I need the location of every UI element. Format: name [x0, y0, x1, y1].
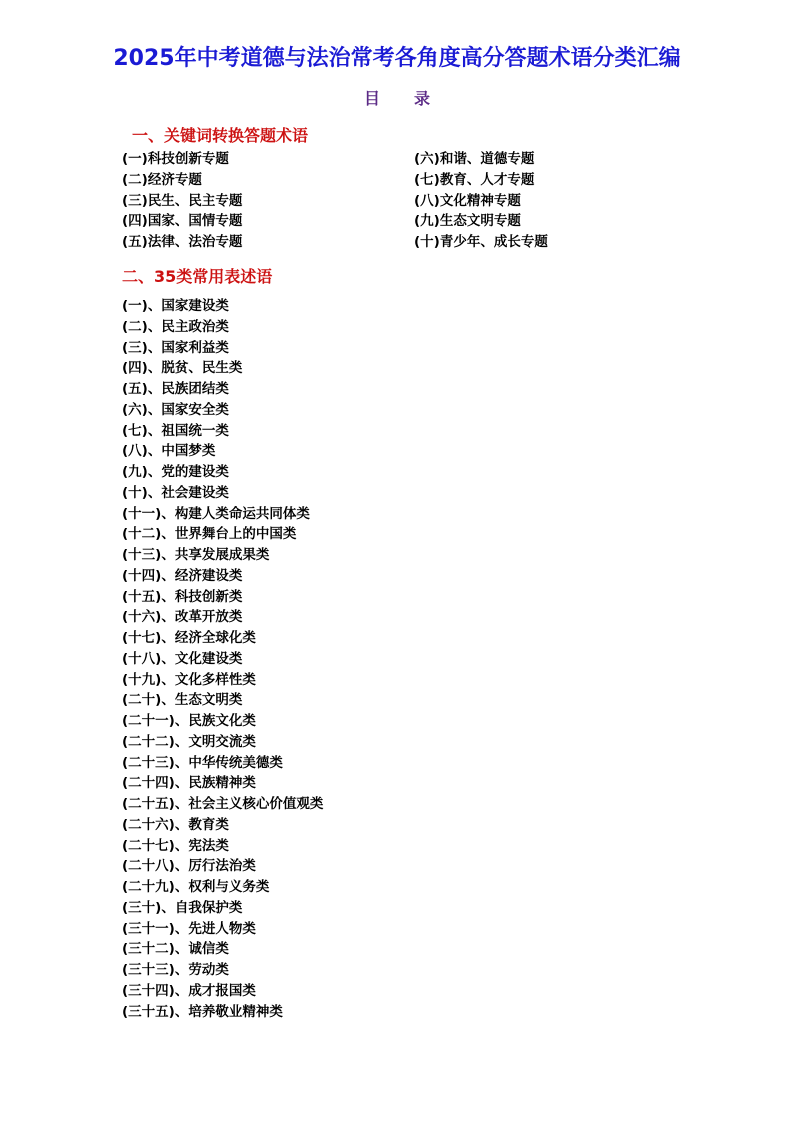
list-item: (三十五)、培养敬业精神类 [122, 1003, 283, 1020]
list-item: (二)、民主政治类 [122, 318, 229, 335]
list-item: (三十一)、先进人物类 [122, 920, 256, 937]
section-2-title: 二、35类常用表述语 [122, 267, 273, 286]
section-1-left-list [122, 149, 242, 253]
list-item: (二十六)、教育类 [122, 816, 229, 833]
list-item: (二十三)、中华传统美德类 [122, 754, 283, 771]
list-item: (二十七)、宪法类 [122, 837, 229, 854]
list-item: (十一)、构建人类命运共同体类 [122, 505, 310, 522]
list-item: (三)民生、民主专题 [122, 192, 243, 209]
list-item: (一)、国家建设类 [122, 298, 229, 314]
document-title: 2025年中考道德与法治常考各角度高分答题术语分类汇编 [113, 46, 681, 71]
toc-heading-char-1: 目 [363, 89, 380, 108]
section-1-title: 一、关键词转换答题术语 [132, 126, 309, 145]
list-item: (六)、国家安全类 [122, 401, 229, 418]
list-item: (八)文化精神专题 [414, 192, 521, 209]
list-item: (四)国家、国情专题 [122, 213, 243, 230]
list-item: (七)、祖国统一类 [122, 422, 229, 439]
list-item: (二十二)、文明交流类 [122, 733, 256, 750]
toc-heading-char-2: 录 [414, 89, 431, 108]
list-item: (十六)、改革开放类 [122, 609, 243, 626]
list-item: (十五)、科技创新类 [122, 588, 243, 605]
list-item: (三)、国家利益类 [122, 339, 229, 356]
list-item: (八)、中国梦类 [122, 443, 216, 460]
section-1-right-list [414, 149, 548, 253]
list-item: (二十)、生态文明类 [122, 692, 243, 709]
list-item: (十七)、经济全球化类 [122, 630, 256, 646]
list-item: (四)、脱贫、民生类 [122, 360, 243, 377]
list-item: (九)生态文明专题 [414, 213, 521, 230]
list-item: (三十四)、成才报国类 [122, 982, 256, 999]
list-item: (三十)、自我保护类 [122, 899, 243, 916]
list-item: (十八)、文化建设类 [122, 650, 243, 667]
list-item: (一)科技创新专题 [122, 151, 229, 167]
list-item: (十)、社会建设类 [122, 484, 229, 501]
list-item: (十四)、经济建设类 [122, 567, 243, 584]
list-item: (二十一)、民族文化类 [122, 713, 256, 729]
toc-heading [0, 88, 794, 110]
list-item: (五)法律、法治专题 [122, 234, 243, 251]
list-item: (二十四)、民族精神类 [122, 775, 256, 792]
list-item: (二十九)、权利与义务类 [122, 879, 270, 895]
list-item: (九)、党的建设类 [122, 464, 229, 480]
list-item: (十)青少年、成长专题 [414, 234, 548, 251]
list-item: (二)经济专题 [122, 171, 202, 188]
list-item: (十二)、世界舞台上的中国类 [122, 526, 297, 543]
section-2-list [122, 296, 323, 1022]
list-item: (三十三)、劳动类 [122, 962, 229, 978]
list-item: (五)、民族团结类 [122, 381, 229, 397]
list-item: (三十二)、诚信类 [122, 941, 229, 958]
list-item: (六)和谐、道德专题 [414, 151, 535, 167]
list-item: (二十五)、社会主义核心价值观类 [122, 796, 324, 812]
list-item: (十九)、文化多样性类 [122, 671, 256, 688]
list-item: (二十八)、厉行法治类 [122, 858, 256, 875]
list-item: (十三)、共享发展成果类 [122, 547, 270, 563]
list-item: (七)教育、人才专题 [414, 171, 535, 188]
